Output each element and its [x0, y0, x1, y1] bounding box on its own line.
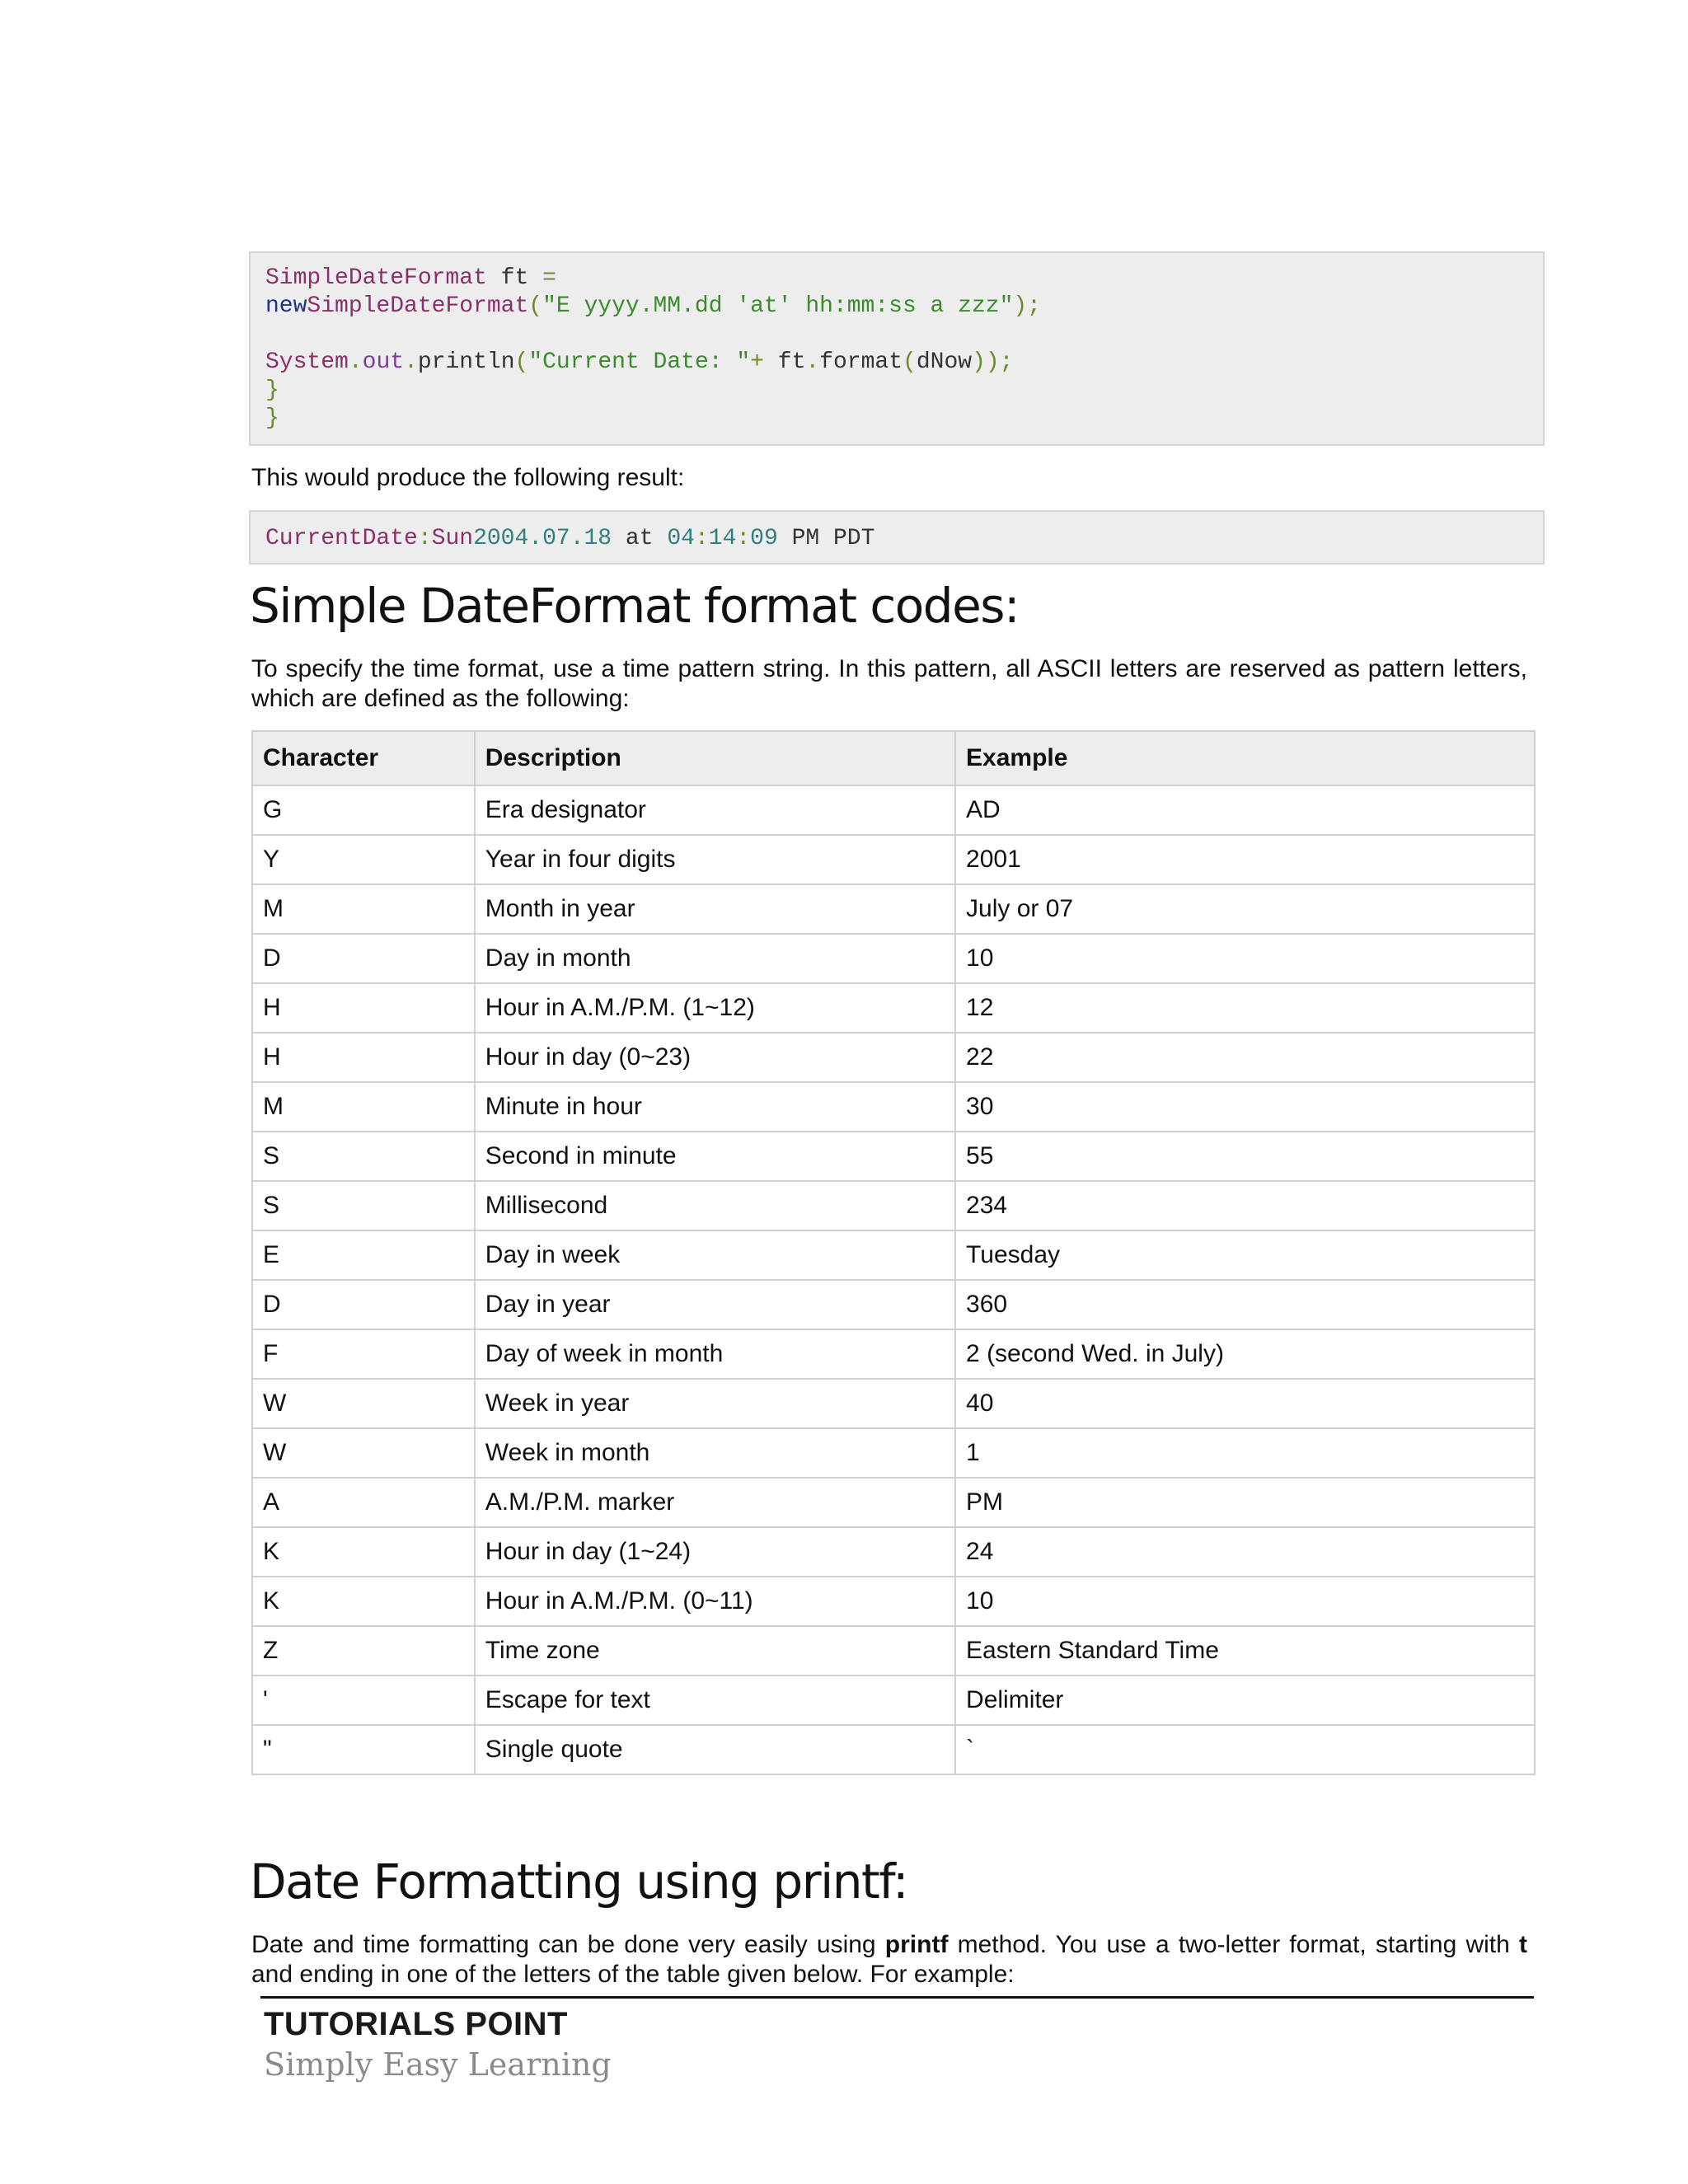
- cell-description: Day of week in month: [475, 1329, 955, 1379]
- cell-character: H: [252, 983, 475, 1033]
- cell-example: PM: [955, 1478, 1535, 1527]
- cell-character: ': [252, 1675, 475, 1725]
- cell-description: Minute in hour: [475, 1082, 955, 1132]
- cell-description: Day in week: [475, 1230, 955, 1280]
- code-line-4: }: [265, 377, 279, 403]
- cell-description: Hour in day (1~24): [475, 1527, 955, 1577]
- format-codes-table: [251, 730, 1536, 1775]
- cell-description: Millisecond: [475, 1181, 955, 1230]
- table-row: [252, 1379, 1535, 1428]
- cell-character: M: [252, 1082, 475, 1132]
- header-description: Description: [475, 731, 955, 785]
- table-row: [252, 1082, 1535, 1132]
- code-line-1: SimpleDateFormat ft =: [265, 265, 556, 291]
- table-row: [252, 1329, 1535, 1379]
- cell-example: Tuesday: [955, 1230, 1535, 1280]
- table-row: [252, 1033, 1535, 1082]
- cell-description: Hour in day (0~23): [475, 1033, 955, 1082]
- cell-character: D: [252, 934, 475, 983]
- format-intro-text: To specify the time format, use a time pattern string. In this pattern, all ASCII letters are reserved as pattern letters, which are defined as the following:: [251, 655, 1527, 712]
- output-line: CurrentDate:Sun2004.07.18 at 04:14:09 PM PDT: [265, 526, 875, 551]
- cell-character: F: [252, 1329, 475, 1379]
- cell-example: 1: [955, 1428, 1535, 1478]
- result-intro-text: This would produce the following result:: [251, 464, 685, 491]
- cell-description: Second in minute: [475, 1132, 955, 1181]
- footer-divider: [260, 1996, 1534, 1999]
- cell-character: W: [252, 1379, 475, 1428]
- table-row: [252, 1626, 1535, 1675]
- cell-example: July or 07: [955, 884, 1535, 934]
- table-row: [252, 835, 1535, 884]
- code-line-2: newSimpleDateFormat("E yyyy.MM.dd 'at' hh:mm:ss a zzz");: [265, 293, 1041, 319]
- cell-example: 22: [955, 1033, 1535, 1082]
- table-row: [252, 1577, 1535, 1626]
- cell-example: 12: [955, 983, 1535, 1033]
- cell-example: 40: [955, 1379, 1535, 1428]
- cell-example: 2001: [955, 835, 1535, 884]
- footer-brand: TUTORIALS POINT: [264, 2006, 568, 2042]
- table-row: [252, 1527, 1535, 1577]
- cell-character: Y: [252, 835, 475, 884]
- table-row: [252, 1478, 1535, 1527]
- table-row: [252, 1230, 1535, 1280]
- table-row: [252, 1428, 1535, 1478]
- cell-description: Year in four digits: [475, 835, 955, 884]
- section-heading-printf: Date Formatting using printf:: [250, 1854, 908, 1910]
- header-example: Example: [955, 731, 1535, 785]
- header-character: Character: [252, 731, 475, 785]
- cell-description: A.M./P.M. marker: [475, 1478, 955, 1527]
- table-row: [252, 1132, 1535, 1181]
- cell-character: K: [252, 1577, 475, 1626]
- table-header-row: [252, 731, 1535, 785]
- table-row: [252, 785, 1535, 835]
- cell-character: W: [252, 1428, 475, 1478]
- cell-description: Era designator: [475, 785, 955, 835]
- cell-example: 360: [955, 1280, 1535, 1329]
- code-line-3: System.out.println("Current Date: "+ ft.format(dNow));: [265, 349, 1014, 375]
- cell-character: H: [252, 1033, 475, 1082]
- cell-character: ": [252, 1725, 475, 1774]
- cell-example: Delimiter: [955, 1675, 1535, 1725]
- cell-description: Month in year: [475, 884, 955, 934]
- cell-description: Hour in A.M./P.M. (1~12): [475, 983, 955, 1033]
- code-block-output: [249, 510, 1545, 565]
- cell-description: Single quote: [475, 1725, 955, 1774]
- cell-character: S: [252, 1132, 475, 1181]
- cell-example: 55: [955, 1132, 1535, 1181]
- cell-character: K: [252, 1527, 475, 1577]
- footer-tagline: Simply Easy Learning: [264, 2046, 612, 2083]
- table-row: [252, 1181, 1535, 1230]
- cell-example: 24: [955, 1527, 1535, 1577]
- cell-description: Week in year: [475, 1379, 955, 1428]
- cell-description: Hour in A.M./P.M. (0~11): [475, 1577, 955, 1626]
- cell-example: 2 (second Wed. in July): [955, 1329, 1535, 1379]
- cell-example: 10: [955, 1577, 1535, 1626]
- code-line-5: }: [265, 405, 279, 431]
- cell-description: Escape for text: [475, 1675, 955, 1725]
- cell-description: Week in month: [475, 1428, 955, 1478]
- code-block-simpledateformat: [249, 251, 1545, 446]
- cell-description: Day in month: [475, 934, 955, 983]
- cell-example: AD: [955, 785, 1535, 835]
- cell-example: 10: [955, 934, 1535, 983]
- table-row: [252, 1725, 1535, 1774]
- cell-character: E: [252, 1230, 475, 1280]
- cell-character: M: [252, 884, 475, 934]
- cell-character: D: [252, 1280, 475, 1329]
- table-row: [252, 934, 1535, 983]
- code-line-blank: [265, 321, 1528, 349]
- cell-example: 234: [955, 1181, 1535, 1230]
- cell-character: Z: [252, 1626, 475, 1675]
- table-row: [252, 983, 1535, 1033]
- cell-character: S: [252, 1181, 475, 1230]
- section-heading-format-codes: Simple DateFormat format codes:: [250, 578, 1020, 634]
- printf-intro-text: Date and time formatting can be done very easily using printf method. You use a two-letter format, starting with t and ending in one of the letters of the table given below. For example:: [251, 1931, 1527, 1988]
- cell-character: G: [252, 785, 475, 835]
- cell-description: Time zone: [475, 1626, 955, 1675]
- cell-character: A: [252, 1478, 475, 1527]
- cell-example: Eastern Standard Time: [955, 1626, 1535, 1675]
- table-row: [252, 1280, 1535, 1329]
- cell-example: 30: [955, 1082, 1535, 1132]
- table-row: [252, 1675, 1535, 1725]
- cell-description: Day in year: [475, 1280, 955, 1329]
- cell-example: `: [955, 1725, 1535, 1774]
- table-row: [252, 884, 1535, 934]
